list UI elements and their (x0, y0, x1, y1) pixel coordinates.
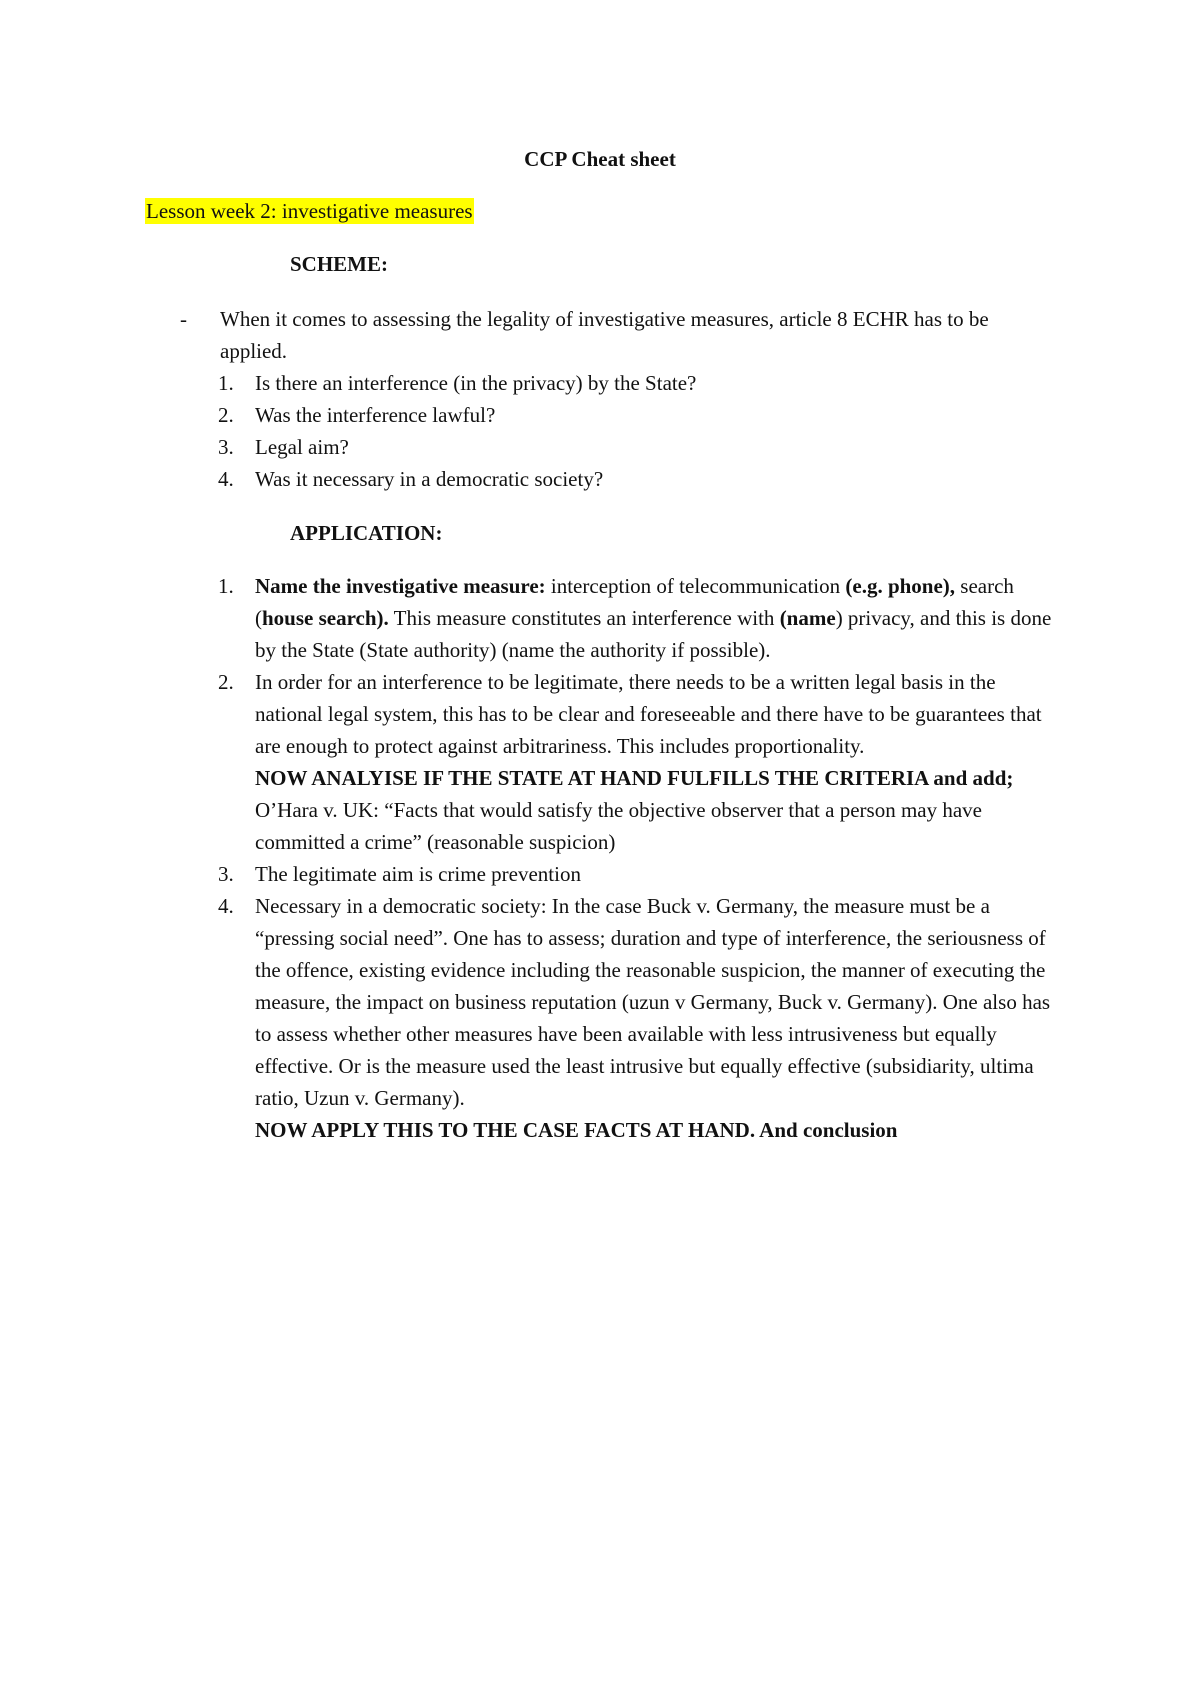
scheme-step (218, 399, 1060, 431)
item-text: This measure constitutes an interference with (388, 606, 780, 630)
list-number: 1. (218, 371, 234, 395)
item-text: ) privacy, and this is done by the State (State authority) (name the authority if possible). (255, 606, 1052, 662)
application-list (218, 570, 1060, 1146)
bold-text: (name (779, 606, 836, 630)
application-item-3 (218, 858, 1060, 890)
application-heading: APPLICATION: (290, 521, 443, 545)
scheme-heading: SCHEME: (290, 252, 389, 276)
item-text: interception of telecommunication (545, 574, 846, 598)
item-text: The legitimate aim is crime prevention (255, 862, 581, 886)
scheme-step-text: Is there an interference (in the privacy) by the State? (255, 371, 697, 395)
application-item-1 (218, 570, 1060, 666)
bold-text: house search). (262, 606, 389, 630)
list-number: 4. (218, 467, 234, 491)
list-number: 3. (218, 862, 234, 886)
page-title: CCP Cheat sheet (524, 147, 676, 171)
scheme-step-text: Legal aim? (255, 435, 349, 459)
item-text: search ( (255, 574, 1014, 630)
list-number: 3. (218, 435, 234, 459)
scheme-intro-text: When it comes to assessing the legality of investigative measures, article 8 ECHR has to be applied. (220, 307, 989, 363)
scheme-step-text: Was it necessary in a democratic society? (255, 467, 604, 491)
section-heading-highlighted: Lesson week 2: investigative measures (146, 199, 473, 223)
scheme-step (218, 463, 1060, 495)
application-item-4 (218, 890, 1060, 1146)
scheme-step (218, 431, 1060, 463)
scheme-steps-list (218, 367, 1060, 495)
bold-instruction: NOW ANALYISE IF THE STATE AT HAND FULFILLS THE CRITERIA and add; (255, 766, 1014, 790)
list-number: 2. (218, 670, 234, 694)
application-item-2 (218, 666, 1060, 858)
list-number: 4. (218, 894, 234, 918)
bold-instruction: NOW APPLY THIS TO THE CASE FACTS AT HAND. And conclusion (255, 1118, 898, 1142)
item-text: Necessary in a democratic society: In the case Buck v. Germany, the measure must be a “pressing social need”. One has to assess; duration and type of interference, the seriousness of the offence, existing evidence including the reasonable suspicion, the manner of executing the measure, the impact on business reputation (uzun v Germany, Buck v. Germany). One also has to assess whether other measures have been available with less intrusiveness but equally effective. Or is the measure used the least intrusive but equally effective (subsidiarity, ultima ratio, Uzun v. Germany). (255, 894, 1051, 1110)
list-number: 2. (218, 403, 234, 427)
item-text: In order for an interference to be legitimate, there needs to be a written legal basis in the national legal system, this has to be clear and foreseeable and there have to be guarantees that are enough to protect against arbitrariness. This includes proportionality. (255, 670, 1042, 758)
bold-text: (e.g. phone), (845, 574, 956, 598)
dash-bullet: - (180, 307, 187, 331)
list-number: 1. (218, 574, 234, 598)
scheme-step-text: Was the interference lawful? (255, 403, 496, 427)
case-note: O’Hara v. UK: “Facts that would satisfy the objective observer that a person may have committed a crime” (reasonable suspicion) (255, 798, 982, 854)
bold-lead: Name the investigative measure: (255, 574, 546, 598)
scheme-step (218, 367, 1060, 399)
